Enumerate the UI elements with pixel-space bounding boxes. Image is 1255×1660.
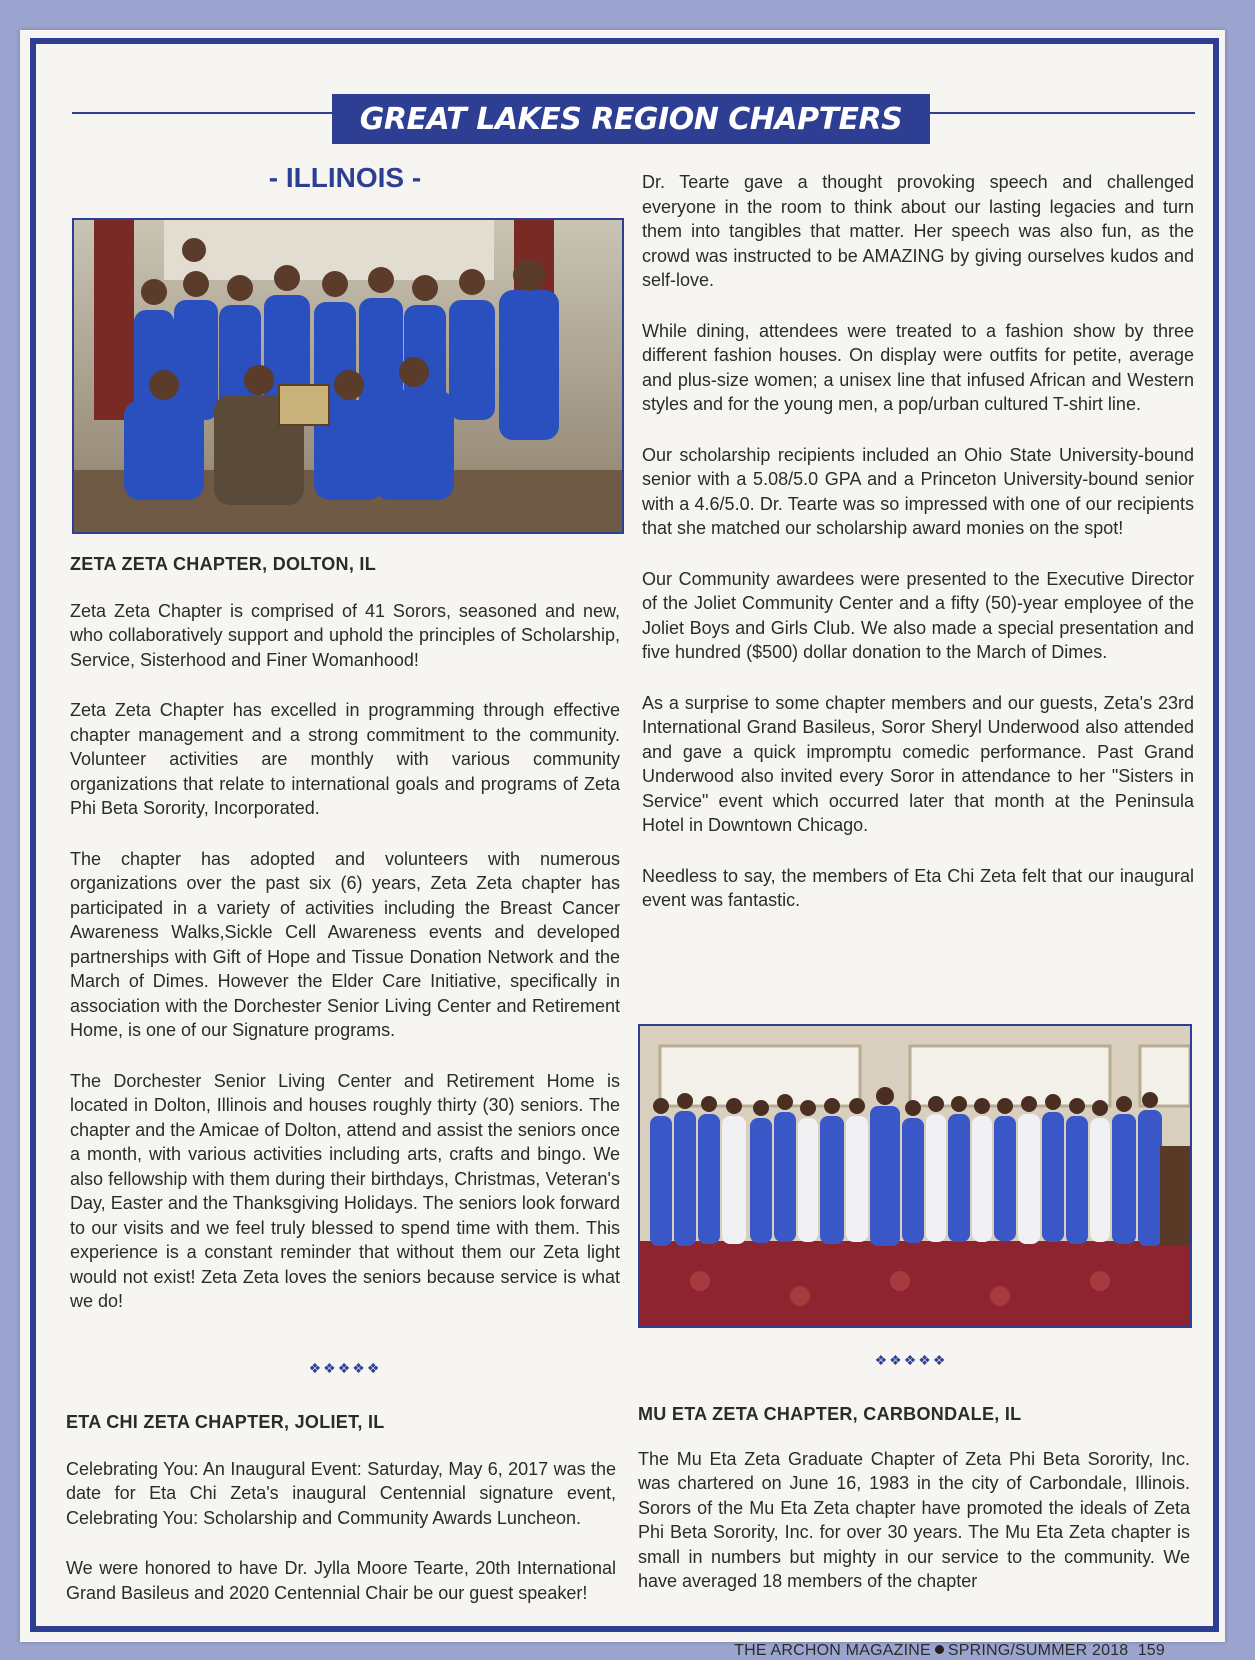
mu-eta-zeta-paragraph: The Mu Eta Zeta Graduate Chapter of Zeta Phi Beta Sorority, Inc. was chartered on June 16, 1983 in the city of Carbondale, Illinois. Sorors of the Mu Eta Zeta chapter have promoted the ideals of Zeta Phi Beta Sorority, Inc. for over 30 years. The Mu Eta Zeta chapter is small in numbers but mighty in our service to the community. We have averaged 18 members of the chapter (638, 1448, 1190, 1591)
eta-chi-zeta-paragraph: Dr. Tearte gave a thought provoking speech and challenged everyone in the room to think about our lasting legacies and turn them into tangibles that matter. Her speech was also fun, as the crowd was instructed to be AMAZING by giving ourselves kudos and self-love. (642, 172, 1194, 290)
eta-chi-zeta-heading: ETA CHI ZETA CHAPTER, JOLIET, IL (66, 1412, 385, 1432)
eta-chi-zeta-paragraph: While dining, attendees were treated to a fashion show by three different fashion houses. On display were outfits for petite, average and plus-size women; a unisex line that infused African and Western styles and for the young men, a pop/urban cultured T-shirt line. (642, 320, 1194, 414)
state-title: - ILLINOIS - (268, 162, 422, 193)
banner-rule-left (72, 112, 332, 114)
mu-eta-zeta-article (638, 1402, 1190, 1620)
section-banner: GREAT LAKES REGION CHAPTERS (332, 94, 930, 144)
zeta-zeta-group-photo (72, 218, 624, 534)
eta-chi-zeta-paragraph: Our Community awardees were presented to the Executive Director of the Joliet Community Center and a fifty (50)-year employee of the Joliet Boys and Girls Club. We also made a special presentation and five hundred ($500) dollar donation to the March of Dimes. (642, 568, 1194, 662)
section-divider: ❖❖❖❖❖ (874, 1352, 948, 1368)
zeta-zeta-paragraph: Zeta Zeta Chapter has excelled in programming through effective chapter management and a strong commitment to the community. Volunteer activities are monthly with various community organizations that relate to international goals and programs of Zeta Phi Beta Sorority, Incorporated. (70, 700, 620, 818)
zeta-zeta-paragraph: Zeta Zeta Chapter is comprised of 41 Sorors, seasoned and new, who collaboratively support and uphold the principles of Scholarship, Service, Sisterhood and Finer Womanhood! (70, 600, 620, 670)
bullet-dot-icon (935, 1645, 944, 1654)
eta-chi-zeta-paragraph: Needless to say, the members of Eta Chi Zeta felt that our inaugural event was fantastic. (642, 865, 1194, 910)
magazine-name: THE ARCHON MAGAZINE (734, 1642, 931, 1659)
section-divider: ❖❖❖❖❖ (308, 1360, 382, 1376)
eta-chi-zeta-paragraph: Celebrating You: An Inaugural Event: Saturday, May 6, 2017 was the date for Eta Chi Zeta's inaugural Centennial signature event, Celebrating You: Scholarship and Community Awards Luncheon. (66, 1458, 616, 1528)
zeta-zeta-paragraph: The Dorchester Senior Living Center and Retirement Home is located in Dolton, Illinois and houses roughly thirty (30) seniors. The chapter and the Amicae of Dolton, attend and assist the seniors once a month, with various activities including arts, crafts and bingo. We also fellowship with them during their birthdays, Christmas, Veteran's Day, Easter and the Thanksgiving Holidays. The seniors look forward to our visits and we feel truly blessed to spend time with them. This experience is a constant reminder that without them our Zeta light would not exist! Zeta Zeta loves the seniors because service is what we do! (70, 1070, 620, 1311)
eta-chi-zeta-article (66, 1410, 616, 1631)
eta-chi-zeta-group-photo (638, 1024, 1192, 1328)
zeta-zeta-paragraph: The chapter has adopted and volunteers with numerous organizations over the past six (6) years, Zeta Zeta chapter has participated in a variety of activities including the Breast Cancer Awareness Walks,Sickle Cell Awareness events and developed partnerships with Gift of Hope and Tissue Donation Network and the March of Dimes. However the Elder Care Initiative, specifically in association with the Dorchester Senior Living Center and Retirement Home, is one of our Signature programs. (70, 848, 620, 1040)
banner-rule-right (930, 112, 1195, 114)
issue-label: SPRING/SUMMER 2018 (947, 1642, 1129, 1659)
eta-chi-zeta-article-continued (642, 170, 1194, 939)
mu-eta-zeta-heading: MU ETA ZETA CHAPTER, CARBONDALE, IL (638, 1404, 1022, 1424)
eta-chi-zeta-paragraph: We were honored to have Dr. Jylla Moore Tearte, 20th International Grand Basileus and 2020 Centennial Chair be our guest speaker! (66, 1558, 616, 1603)
page-number: 159 (1137, 1642, 1165, 1659)
eta-chi-zeta-paragraph: As a surprise to some chapter members and our guests, Zeta's 23rd International Grand Basileus, Soror Sheryl Underwood also attended and gave a quick impromptu comedic performance. Past Grand Underwood also invited every Soror in attendance to her "Sisters in Service" event which occurred later that month at the Peninsula Hotel in Downtown Chicago. (642, 692, 1194, 835)
eta-chi-zeta-paragraph: Our scholarship recipients included an Ohio State University-bound senior with a 5.08/5.0 GPA and a Princeton University-bound senior with a 4.6/5.0. Dr. Tearte was so impressed with one of our recipients that she matched our scholarship award monies on the spot! (642, 444, 1194, 538)
zeta-zeta-article (70, 552, 620, 1340)
magazine-page (20, 30, 1225, 1659)
zeta-zeta-heading: ZETA ZETA CHAPTER, DOLTON, IL (70, 554, 377, 574)
page-footer (734, 1642, 1165, 1660)
